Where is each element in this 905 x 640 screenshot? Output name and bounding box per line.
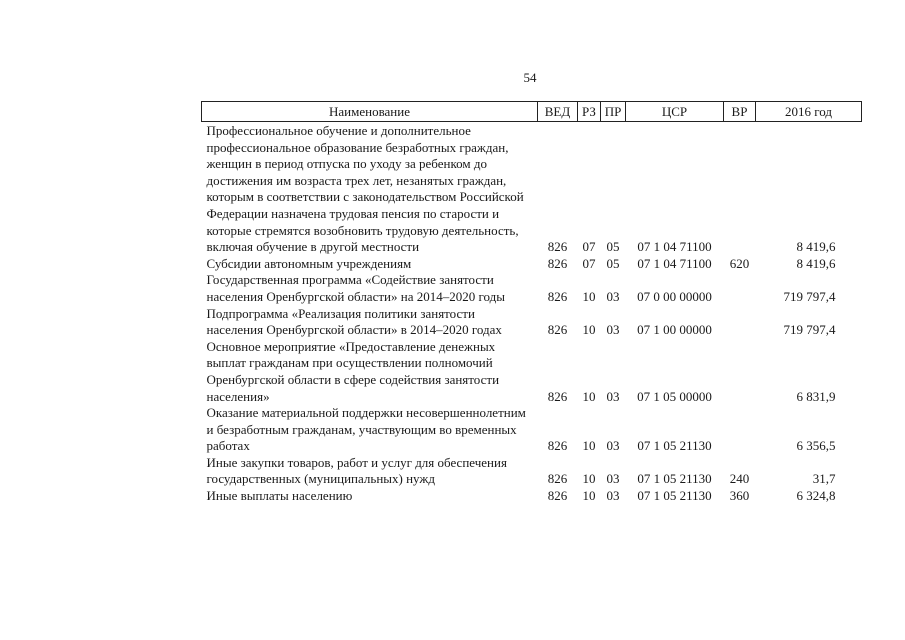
row-rz: 07 (582, 239, 596, 255)
row-name: Профессиональное обучение и дополнительное профессиональное образование безработных граждан, женщин в период отпуска по уходу за ребенком до достижения им возраста трех лет, незанятых граждан, которым в соответствии с законодательством Российской Федерации назначена трудовая пенсия по старости и которые стремятся возобновить трудовую деятельность, включая обучение в другой местности (206, 123, 524, 255)
table-row (202, 272, 862, 305)
table-row (202, 122, 862, 256)
header-pr: ПР (601, 102, 626, 122)
row-ved: 826 (547, 322, 568, 338)
row-csr: 07 1 05 21130 (637, 438, 712, 454)
row-rz: 10 (582, 388, 596, 404)
row-rz: 10 (582, 471, 596, 487)
table-row (202, 488, 862, 505)
row-csr: 07 1 05 00000 (637, 388, 712, 404)
row-amount: 6 356,5 (796, 438, 836, 454)
row-amount: 719 797,4 (783, 322, 836, 338)
row-ved: 826 (547, 471, 568, 487)
header-csr: ЦСР (626, 102, 724, 122)
row-ved: 826 (547, 438, 568, 454)
row-pr: 03 (606, 388, 620, 404)
row-pr: 03 (606, 471, 620, 487)
row-pr: 03 (606, 288, 620, 304)
row-csr: 07 1 04 71100 (637, 255, 712, 271)
row-vr (724, 272, 756, 305)
row-vr (724, 405, 756, 455)
row-name: Субсидии автономным учреждениям (206, 255, 412, 271)
table-header-row (202, 102, 862, 122)
row-amount: 6 831,9 (796, 388, 836, 404)
row-vr: 240 (729, 471, 750, 487)
row-pr: 03 (606, 488, 620, 504)
row-vr: 620 (729, 255, 750, 271)
row-csr: 07 1 04 71100 (637, 239, 712, 255)
row-pr: 05 (606, 255, 620, 271)
row-rz: 10 (582, 288, 596, 304)
row-name: Основное мероприятие «Предоставление денежных выплат гражданам при осуществлении полномочий Оренбургской области в сфере содействия занятости населения» (206, 338, 500, 404)
row-pr: 05 (606, 239, 620, 255)
header-ved: ВЕД (538, 102, 578, 122)
row-ved: 826 (547, 388, 568, 404)
row-csr: 07 0 00 00000 (637, 288, 712, 304)
row-ved: 826 (547, 488, 568, 504)
header-vr: ВР (724, 102, 756, 122)
row-name: Подпрограмма «Реализация политики занятости населения Оренбургской области» в 2014–2020 годах (206, 305, 502, 338)
budget-table (201, 101, 862, 505)
row-csr: 07 1 05 21130 (637, 488, 712, 504)
row-amount: 6 324,8 (796, 488, 836, 504)
header-rz: РЗ (578, 102, 601, 122)
header-year: 2016 год (756, 102, 862, 122)
table-row (202, 339, 862, 405)
row-pr: 03 (606, 322, 620, 338)
table-row (202, 306, 862, 339)
table-row (202, 405, 862, 455)
row-ved: 826 (547, 255, 568, 271)
header-name: Наименование (202, 102, 538, 122)
table-row (202, 455, 862, 488)
row-vr (724, 306, 756, 339)
page-number: 54 (523, 70, 537, 85)
row-amount: 8 419,6 (796, 255, 836, 271)
row-name: Иные закупки товаров, работ и услуг для обеспечения государственных (муниципальных) нужд (206, 454, 507, 487)
row-csr: 07 1 05 21130 (637, 471, 712, 487)
row-name: Оказание материальной поддержки несовершеннолетним и безработным гражданам, участвующим во временных работах (206, 405, 526, 454)
row-name: Иные выплаты населению (206, 488, 353, 504)
row-amount: 719 797,4 (783, 288, 836, 304)
row-vr: 360 (729, 488, 750, 504)
row-rz: 07 (582, 255, 596, 271)
row-rz: 10 (582, 322, 596, 338)
row-csr: 07 1 00 00000 (637, 322, 712, 338)
row-rz: 10 (582, 438, 596, 454)
row-amount: 31,7 (812, 471, 836, 487)
row-rz: 10 (582, 488, 596, 504)
row-amount: 8 419,6 (796, 239, 836, 255)
row-pr: 03 (606, 438, 620, 454)
row-name: Государственная программа «Содействие занятости населения Оренбургской области» на 2014–2020 годы (206, 272, 505, 304)
row-vr (724, 339, 756, 405)
table-row (202, 256, 862, 273)
row-ved: 826 (547, 239, 568, 255)
row-vr (724, 122, 756, 256)
row-ved: 826 (547, 288, 568, 304)
